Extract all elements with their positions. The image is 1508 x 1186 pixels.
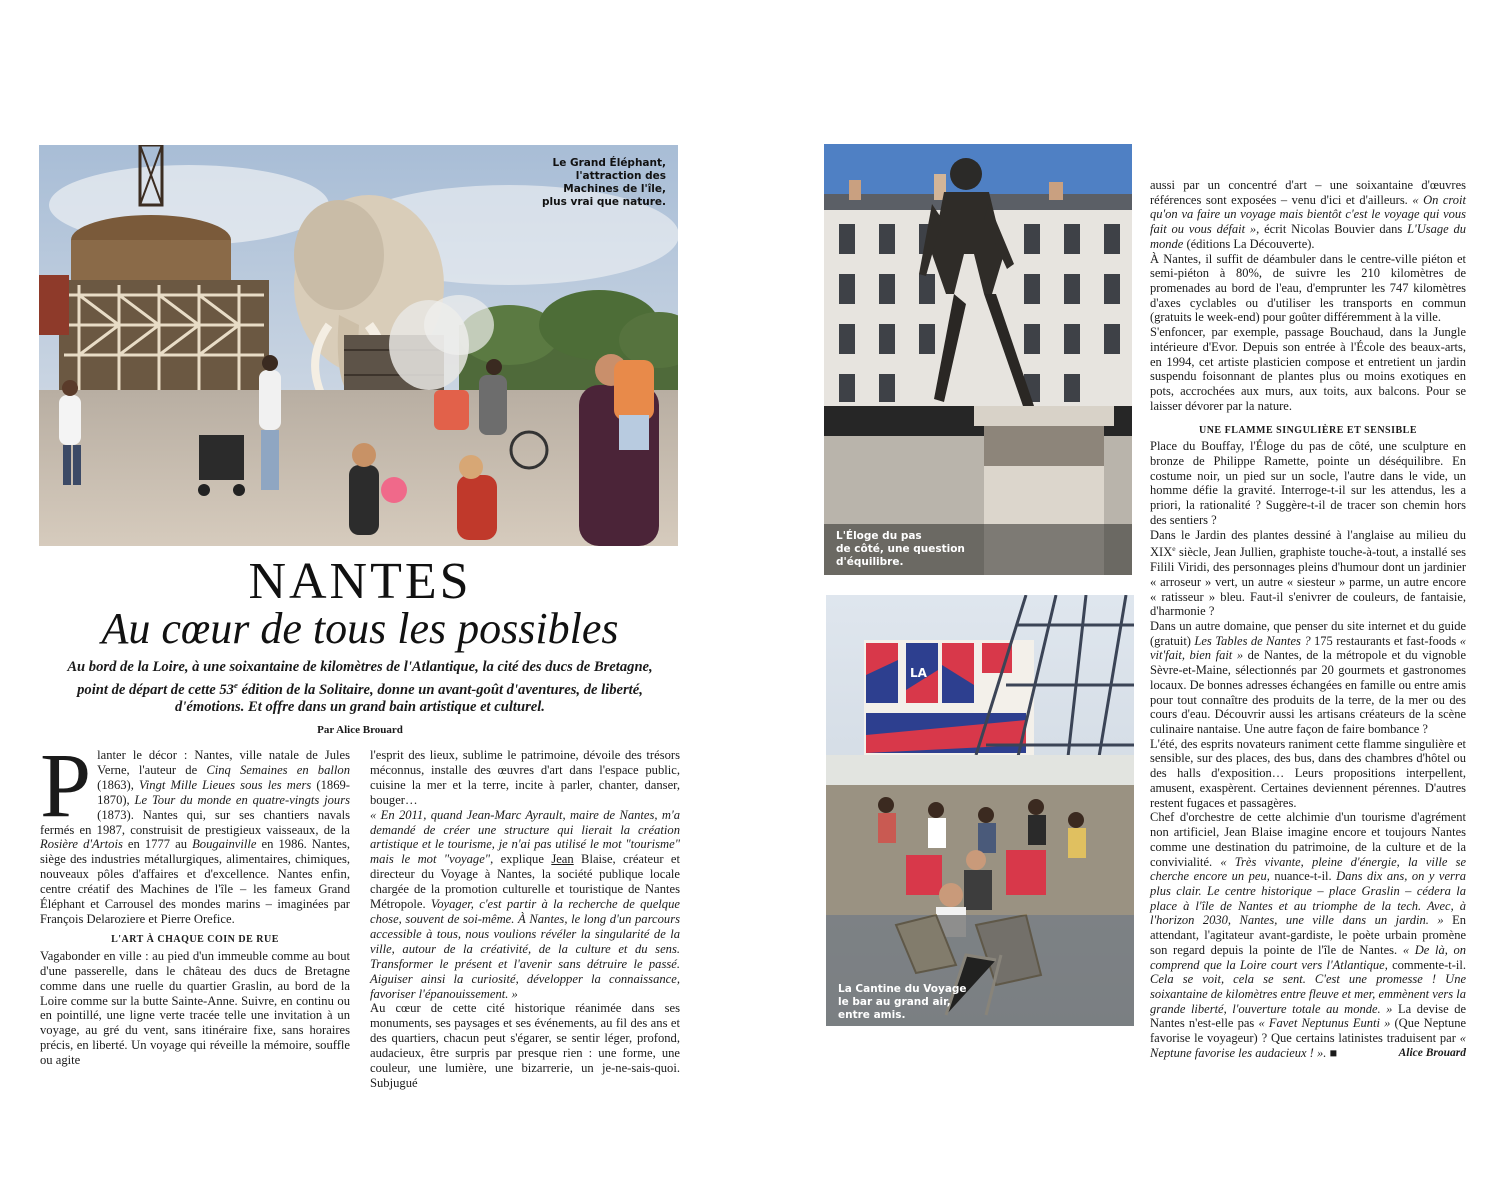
italic-text: « vit'fait, bien fait » — [1150, 633, 1467, 663]
statue-photo-caption — [836, 530, 986, 569]
caption-line: l'attraction des — [575, 170, 666, 182]
paragraph: Au cœur de cette cité historique réanimée dans ses monuments, ses paysages et ses événements, au fil des ans et des quartiers, chacun peut s'égarer, se sentir léger, profond, audacieux, être surpris par presque rien : une forme, une couleur, une lumière, une bizarrerie, un je-ne-sais-quoi. Subjugué — [370, 1001, 680, 1090]
italic-text: « En 2011, quand Jean-Marc Ayrault, maire de Nantes, m'a demandé de créer une structure qui lierait la création artistique et le tourisme, je n'ai pas utilisé le mot "tourisme" mais le mot "voyage" — [370, 807, 680, 867]
intro-paragraph — [40, 734, 351, 927]
statue-photo-eloge-du-pas-de-cote — [824, 144, 1132, 575]
italic-text: L'Usage du monde — [1150, 222, 1466, 251]
text-run: siècle, Jean Jullien, graphiste touche-à-tout, a installé ses Filili Viridi, des personnages pleins d'humour dont un jardinier « arroseur » vert, un autre « siesteur » parme, un autre encore « ratisseur » bleu. Faut-il s'enivrer de couleurs, de fantaisie, d'harmonie ? — [1150, 545, 1466, 619]
paragraph: À Nantes, il suffit de déambuler dans le centre-ville piéton et semi-piéton à 80%, de suivre les 210 kilomètres de promenades au bord de l'eau, d'emprunter les 747 kilomètres d'axes cyclables ou d'utiliser les transports en commun (gratuits le week-end) pour goûter différemment à la ville. — [1150, 251, 1466, 325]
text-run: (éditions La Découverte). — [1183, 236, 1315, 251]
italic-text: Voyager, c'est partir à la recherche de quelque chose, souvent de soi-même. À Nantes, le long d'un parcours accessible à tous, nous voulions révéler la singularité de la ville, autour de la créativité, de la culture et du sens. Transformer le présent et l'avenir sans détruire le passé. Aiguiser ainsi la curiosité, développer la connaissance, favoriser l'épanouissement. » — [370, 897, 680, 1001]
text-run: , écrit Nicolas Bouvier dans — [1256, 222, 1408, 237]
dropcap: P — [40, 734, 92, 836]
text-run: ■ — [1326, 1045, 1338, 1060]
caption-line: Le Grand Éléphant, — [552, 157, 666, 169]
byline: Par Alice Brouard — [317, 724, 403, 736]
caption-line: de côté, une question — [836, 543, 965, 555]
cantine-photo-illustration — [826, 595, 1134, 1026]
text-run: (1873). Nantes qui, sur ses chantiers navals fermés en 1987, construisit de prestigieux vaisseaux, de la — [40, 807, 350, 837]
text-run: aussi par un concentré d'art – une soixantaine d'œuvres références sont exposées – venu d'ici et d'ailleurs. — [1150, 178, 1466, 207]
standfirst-superscript: e — [233, 679, 238, 690]
italic-text: Bougainville — [192, 837, 257, 852]
caption-line: plus vrai que nature. — [542, 196, 666, 208]
quote-paragraph — [370, 808, 680, 1002]
paragraph: Place du Bouffay, l'Éloge du pas de côté, une sculpture en bronze de Philippe Ramette, pointe un déséquilibre. En costume noir, un pied sur un socle, l'autre dans le vide, un homme défie la gravité. Interroge-t-il sur les attendus, les a priori, la rationalité ? Suggère-t-il de tracer son chemin hors des sentiers ? — [1150, 439, 1466, 527]
text-run: Chef d'orchestre de cette alchimie d'un tourisme d'agrément non artificiel, Jean Blaise imagine encore et toujours Nantes comme une destination du patrimoine, de la culture et de la convivialité. — [1150, 810, 1466, 869]
standfirst-text: édition de la Solitaire, donne un avant-goût d'aventures, de liberté, d'émotions. Et offre dans un grand bain artistique et culturel. — [175, 681, 643, 715]
paragraph — [1150, 528, 1466, 619]
caption-line: d'équilibre. — [836, 556, 904, 568]
hero-photo-caption — [496, 157, 666, 209]
article-title: NANTES — [248, 553, 472, 610]
paragraph — [1150, 810, 1466, 1060]
cantine-photo-caption — [838, 983, 998, 1022]
italic-text: « Favet Neptunus Eunti » — [1258, 1016, 1391, 1031]
text-run: (1863), — [97, 777, 140, 792]
text-run: de Nantes, de la métropole et du vignoble Sèvre-et-Maine, sélectionnés par 20 gourmets et gastronomes locaux. De bonnes adresses échangées en famille ou entre amis pour tout connaître des produits de la terre, de la mer ou des cours d'eau. Découvrir aussi les artisans créateurs de la scène culinaire nantaise. Une autre façon de faire bombance ? — [1150, 648, 1466, 737]
superscript-text: e — [1172, 544, 1176, 554]
italic-text: Les Tables de Nantes ? — [1194, 633, 1311, 648]
italic-text: « Neptune favorise les audacieux ! ». — [1150, 1031, 1466, 1060]
paragraph — [1150, 178, 1466, 252]
italic-text: Vingt Mille Lieues sous les mers — [139, 777, 312, 792]
hero-photo-grand-elephant — [39, 145, 678, 546]
article-standfirst — [52, 659, 668, 716]
caption-line: entre amis. — [838, 1009, 906, 1021]
italic-text: Cela se voit, cela se sent. C'est une promesse ! Une soixantaine de kilomètres entre fleuve et mer, emmènent vers la grande liberté, l'ouverture totale au monde. » — [1150, 972, 1466, 1016]
text-run: (Que Neptune favorise le voyageur) ? Que certains latinistes traduisent par — [1150, 1016, 1467, 1046]
italic-text: Cinq Semaines en ballon — [206, 762, 350, 777]
text-run: La devise de Nantes n'est-elle pas — [1150, 1001, 1466, 1031]
right-column — [1150, 178, 1466, 1061]
text-run: en 1777 au — [122, 837, 193, 852]
paragraph — [1150, 619, 1466, 737]
banner-sign-text: LA — [910, 666, 927, 680]
italic-text: Rosière d'Artois — [40, 837, 123, 852]
italic-text: « Très vivante, pleine d'énergie, la ville se cherche encore un peu, — [1150, 854, 1467, 884]
text-run: Dans le Jardin des plantes dessiné à l'anglaise au milieu du XIX — [1150, 527, 1466, 560]
text-run: 175 restaurants et fast-foods — [1310, 633, 1460, 648]
text-run: commente-t-il. — [1387, 957, 1467, 972]
paragraph: Vagabonder en ville : au pied d'un immeuble comme au bout d'une passerelle, dans le château des ducs de Bretagne comme dans une ruelle du quartier Graslin, au bord de la Loire comme sur la butte Sainte-Anne. Suivre, en continu ou en pointillé, une ligne verte tracée telle une invitation à un voyage, au gré du vent, sans itinéraire fixe, sans horaires précis, en liberté. Un voyage qui réveille la mémoire, souffle ou agite — [40, 948, 350, 1068]
left-column-2 — [370, 748, 680, 1091]
paragraph: l'esprit des lieux, sublime le patrimoine, dévoile des trésors méconnus, installe des œuvres d'art dans l'espace public, cuisine la mer et la terre, incite à parler, chanter, danser, bouger… — [370, 748, 680, 807]
text-run: nuance-t-il. — [1269, 869, 1337, 884]
underlined-text: Jean — [551, 852, 574, 867]
statue-photo-illustration — [824, 144, 1132, 575]
text-run: Blaise, créateur et directeur du Voyage à Nantes, la société publique locale chargée de la promotion culturelle et touristique de Nantes Métropole. — [370, 852, 681, 912]
caption-line: La Cantine du Voyage — [838, 983, 967, 995]
italic-text: « De là, on comprend que la Loire court vers l'Atlantique, — [1150, 942, 1466, 972]
text-run: en 1986. Nantes, siège des industries métallurgiques, alimentaires, chimiques, nouveaux pôles d'affaires et d'excellence. Nantes enfin, centre créatif des Machines de l'île – les fameux Grand Éléphant et Carrousel des mondes marins – imaginées par François Delaroziere et Pierre Orefice. — [40, 837, 350, 926]
author-signature: Alice Brouard — [1398, 1046, 1466, 1059]
text-run: Dans un autre domaine, que penser du site internet et du guide (gratuit) — [1150, 619, 1466, 648]
section-heading: UNE FLAMME SINGULIÈRE ET SENSIBLE — [1198, 424, 1418, 436]
article-subtitle: Au cœur de tous les possibles — [101, 604, 619, 653]
paragraph: L'été, des esprits novateurs raniment cette flamme singulière et sensible, sur des places, des bus, dans des chambres d'hôtel ou des halls d'exposition… Leurs propositions interpellent, amusent, exaspèrent. Certaines deviennent pérennes. D'autres restent fugaces et passagères. — [1150, 736, 1466, 810]
italic-text: Dans dix ans, on y verra plus clair. Le centre historique – place Graslin – cédera la place à l'île de Nantes et au triomphe de la tech. Avec, à l'horizon 2030, Nantes, une ville dans un jardin. » — [1150, 869, 1467, 928]
standfirst-text: Au bord de la Loire, à une soixantaine de kilomètres de l'Atlantique, la cité des ducs de Bretagne, point de départ de cette 53 — [67, 659, 653, 698]
left-column-1 — [40, 734, 351, 1068]
text-run: En attendant, l'agitateur avant-gardiste, le poète urbain promène son regard depuis la pointe de l'île de Nantes. — [1150, 913, 1466, 957]
text-run: , explique — [490, 852, 552, 867]
section-heading: L'ART À CHAQUE COIN DE RUE — [111, 933, 279, 945]
italic-text: Le Tour du monde en quatre-vingts jours — [134, 792, 351, 807]
cantine-photo — [826, 595, 1134, 1026]
caption-line: L'Éloge du pas — [836, 530, 922, 542]
caption-line: le bar au grand air, — [838, 996, 951, 1008]
italic-text: « On croit qu'on va faire un voyage mais bientôt c'est le voyage qui vous fait ou vous défait » — [1150, 192, 1467, 237]
text-run: (1869-1870), — [97, 777, 350, 807]
caption-line: Machines de l'île, — [563, 183, 666, 195]
text-run: lanter le décor : Nantes, ville natale de Jules Verne, l'auteur de — [97, 748, 350, 777]
paragraph: S'enfoncer, par exemple, passage Bouchaud, dans la Jungle intérieure d'Evor. Depuis son entrée à l'École des beaux-arts, en 1994, cet artiste plasticien compose et entretient un jardin suspendu foisonnant de plantes plus ou moins exotiques en pots, accrochées aux murs, aux toits, aux balcons. Pour se laisser dévorer par la nature. — [1150, 325, 1466, 413]
